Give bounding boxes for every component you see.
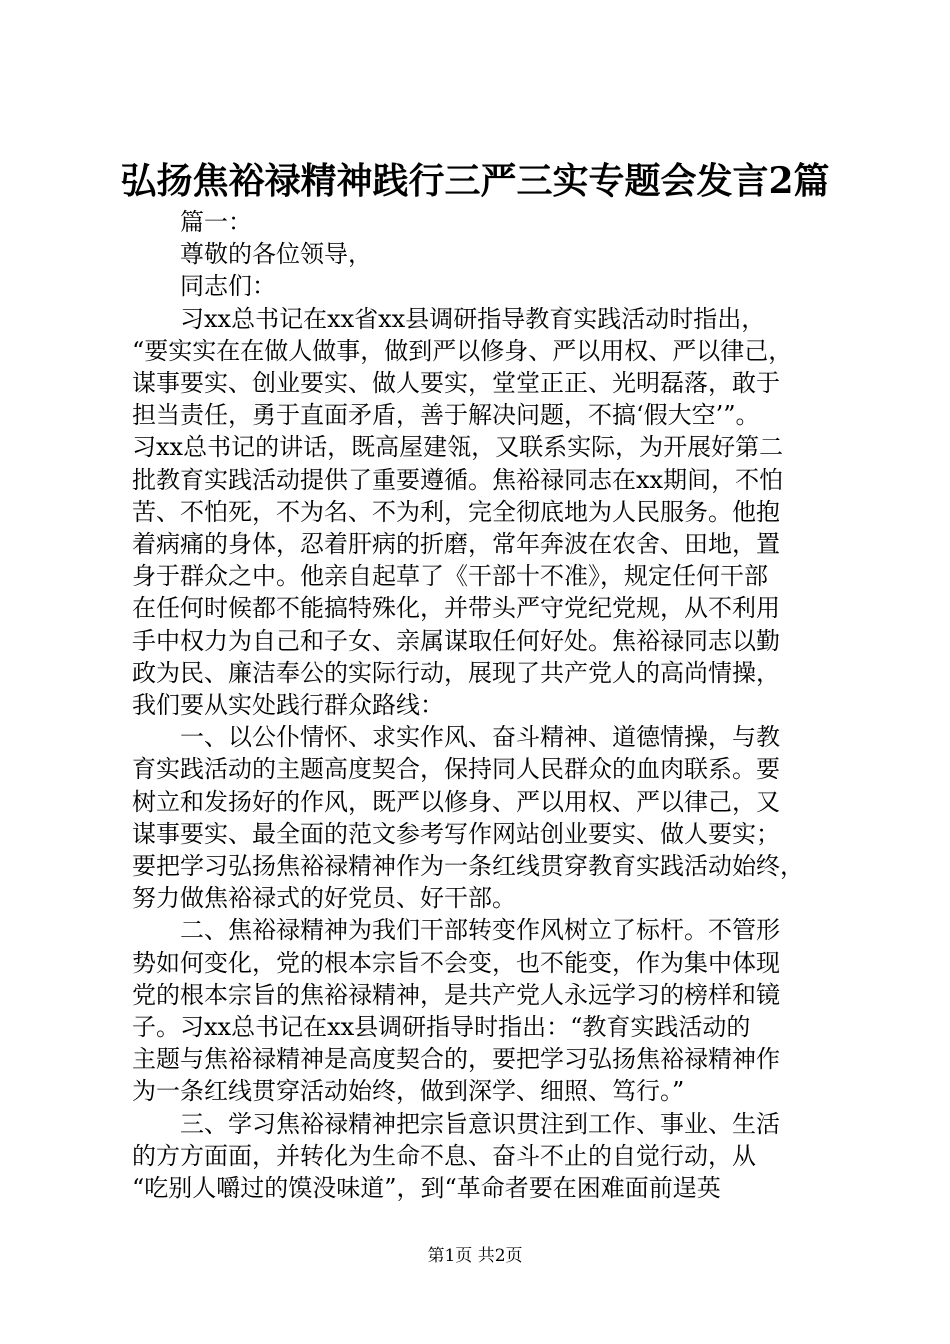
text-line: 习xx总书记的讲话，既高屋建瓴，又联系实际，为开展好第二 <box>132 433 784 462</box>
text-line: 努力做焦裕禄式的好党员、好干部。 <box>132 884 516 913</box>
text-line: 在任何时候都不能搞特殊化，并带头严守党纪党规，从不利用 <box>132 594 780 623</box>
text-line: 习xx总书记在xx省xx县调研指导教育实践活动时指出， <box>180 304 766 333</box>
text-line: 同志们： <box>180 272 276 301</box>
text-line: 谋事要实、创业要实、做人要实，堂堂正正、光明磊落，敢于 <box>132 369 780 398</box>
text-line: 一、以公仆情怀、求实作风、奋斗精神、道德情操，与教 <box>180 723 780 752</box>
document-title: 弘扬焦裕禄精神践行三严三实专题会发言2篇 <box>120 160 830 202</box>
text-line: “要实实在在做人做事，做到严以修身、严以用权、严以律己， <box>132 336 793 365</box>
text-line: “吃别人嚼过的馍没味道”，到“革命者要在困难面前逞英 <box>132 1174 721 1203</box>
text-line: 三、学习焦裕禄精神把宗旨意识贯注到工作、事业、生活 <box>180 1109 780 1138</box>
text-line: 政为民、廉洁奉公的实际行动，展现了共产党人的高尚情操， <box>132 658 780 687</box>
page-footer: 第1页 共2页 <box>427 1246 523 1266</box>
text-line: 身于群众之中。他亲自起草了《干部十不准》，规定任何干部 <box>132 562 768 591</box>
text-line: 担当责任，勇于直面矛盾，善于解决问题，不搞‘假大空’”。 <box>132 401 760 430</box>
text-line: 批教育实践活动提供了重要遵循。焦裕禄同志在xx期间，不怕 <box>132 465 784 494</box>
text-line: 党的根本宗旨的焦裕禄精神，是共产党人永远学习的榜样和镜 <box>132 980 780 1009</box>
document-body <box>132 206 832 1204</box>
text-line: 苦、不怕死，不为名、不为利，完全彻底地为人民服务。他抱 <box>132 497 780 526</box>
text-line: 树立和发扬好的作风，既严以修身、严以用权、严以律己，又 <box>132 787 780 816</box>
text-line: 二、焦裕禄精神为我们干部转变作风树立了标杆。不管形 <box>180 916 780 945</box>
text-line: 育实践活动的主题高度契合，保持同人民群众的血肉联系。要 <box>132 755 780 784</box>
text-line: 我们要从实处践行群众路线： <box>132 691 444 720</box>
text-line: 子。习xx总书记在xx县调研指导时指出：“教育实践活动的 <box>132 1013 751 1042</box>
text-line: 谋事要实、最全面的范文参考写作网站创业要实、做人要实； <box>132 819 780 848</box>
text-line: 的方方面面，并转化为生命不息、奋斗不止的自觉行动，从 <box>132 1141 756 1170</box>
text-line: 主题与焦裕禄精神是高度契合的，要把学习弘扬焦裕禄精神作 <box>132 1045 780 1074</box>
text-line: 手中权力为自己和子女、亲属谋取任何好处。焦裕禄同志以勤 <box>132 626 780 655</box>
text-line: 要把学习弘扬焦裕禄精神作为一条红线贯穿教育实践活动始终， <box>132 852 804 881</box>
text-line: 篇一： <box>180 208 252 236</box>
text-line: 势如何变化，党的根本宗旨不会变，也不能变，作为集中体现 <box>132 948 780 977</box>
text-line: 为一条红线贯穿活动始终，做到深学、细照、笃行。” <box>132 1077 685 1106</box>
text-line: 尊敬的各位领导， <box>180 240 372 269</box>
text-line: 着病痛的身体，忍着肝病的折磨，常年奔波在农舍、田地，置 <box>132 530 780 559</box>
